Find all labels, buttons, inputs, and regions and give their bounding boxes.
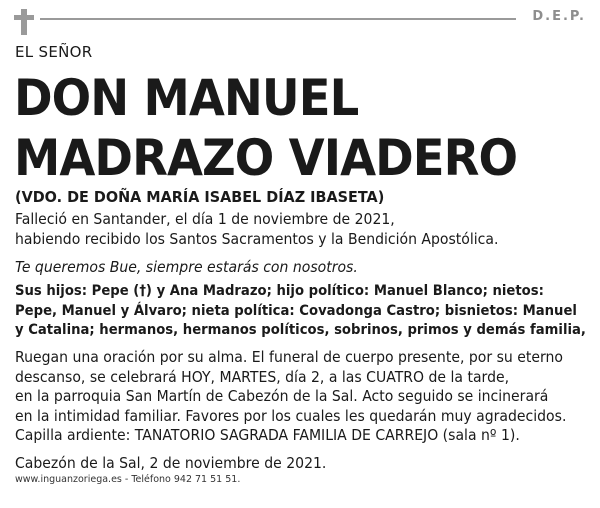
dep-badge: D.E.P. bbox=[532, 9, 586, 24]
service-line: en la parroquia San Martín de Cabezón de la Sal. Acto seguido se incinerará bbox=[15, 387, 549, 406]
place-date: Cabezón de la Sal, 2 de noviembre de 2021. bbox=[15, 454, 327, 472]
cross-icon bbox=[14, 9, 34, 35]
death-line: habiendo recibido los Santos Sacramentos y la Bendición Apostólica. bbox=[15, 229, 499, 248]
header-rule bbox=[40, 18, 516, 20]
service-line: Capilla ardiente: TANATORIO SAGRADA FAMILIA DE CARREJO (sala nº 1). bbox=[15, 426, 520, 445]
title-prefix: EL SEÑOR bbox=[15, 43, 93, 61]
family-line: Pepe, Manuel y Álvaro; nieta política: Covadonga Castro; bisnietos: Manuel bbox=[15, 301, 577, 319]
service-details bbox=[15, 348, 567, 446]
deceased-name-line1: DON MANUEL bbox=[14, 69, 359, 127]
death-line: Falleció en Santander, el día 1 de noviembre de 2021, bbox=[15, 210, 395, 228]
header-bar bbox=[12, 9, 590, 31]
widower-of: (VDO. DE DOÑA MARÍA ISABEL DÍAZ IBASETA) bbox=[15, 188, 385, 206]
footer-contact: www.inguanzoriega.es - Teléfono 942 71 51 51. bbox=[15, 474, 241, 485]
service-line: Ruegan una oración por su alma. El funeral de cuerpo presente, por su eterno bbox=[15, 348, 563, 366]
service-line: descanso, se celebrará HOY, MARTES, día 2, a las CUATRO de la tarde, bbox=[15, 367, 510, 386]
family-line: Sus hijos: Pepe (†) y Ana Madrazo; hijo político: Manuel Blanco; nietos: bbox=[15, 282, 544, 299]
family-line: y Catalina; hermanos, hermanos políticos, sobrinos, primos y demás familia, bbox=[15, 321, 586, 338]
deceased-name-line2: MADRAZO VIADERO bbox=[14, 129, 518, 187]
death-announcement bbox=[15, 210, 557, 249]
family-list bbox=[15, 281, 586, 340]
tribute-text: Te queremos Bue, siempre estarás con nosotros. bbox=[15, 258, 358, 276]
service-line: en la intimidad familiar. Favores por los cuales les quedarán muy agradecidos. bbox=[15, 406, 567, 425]
